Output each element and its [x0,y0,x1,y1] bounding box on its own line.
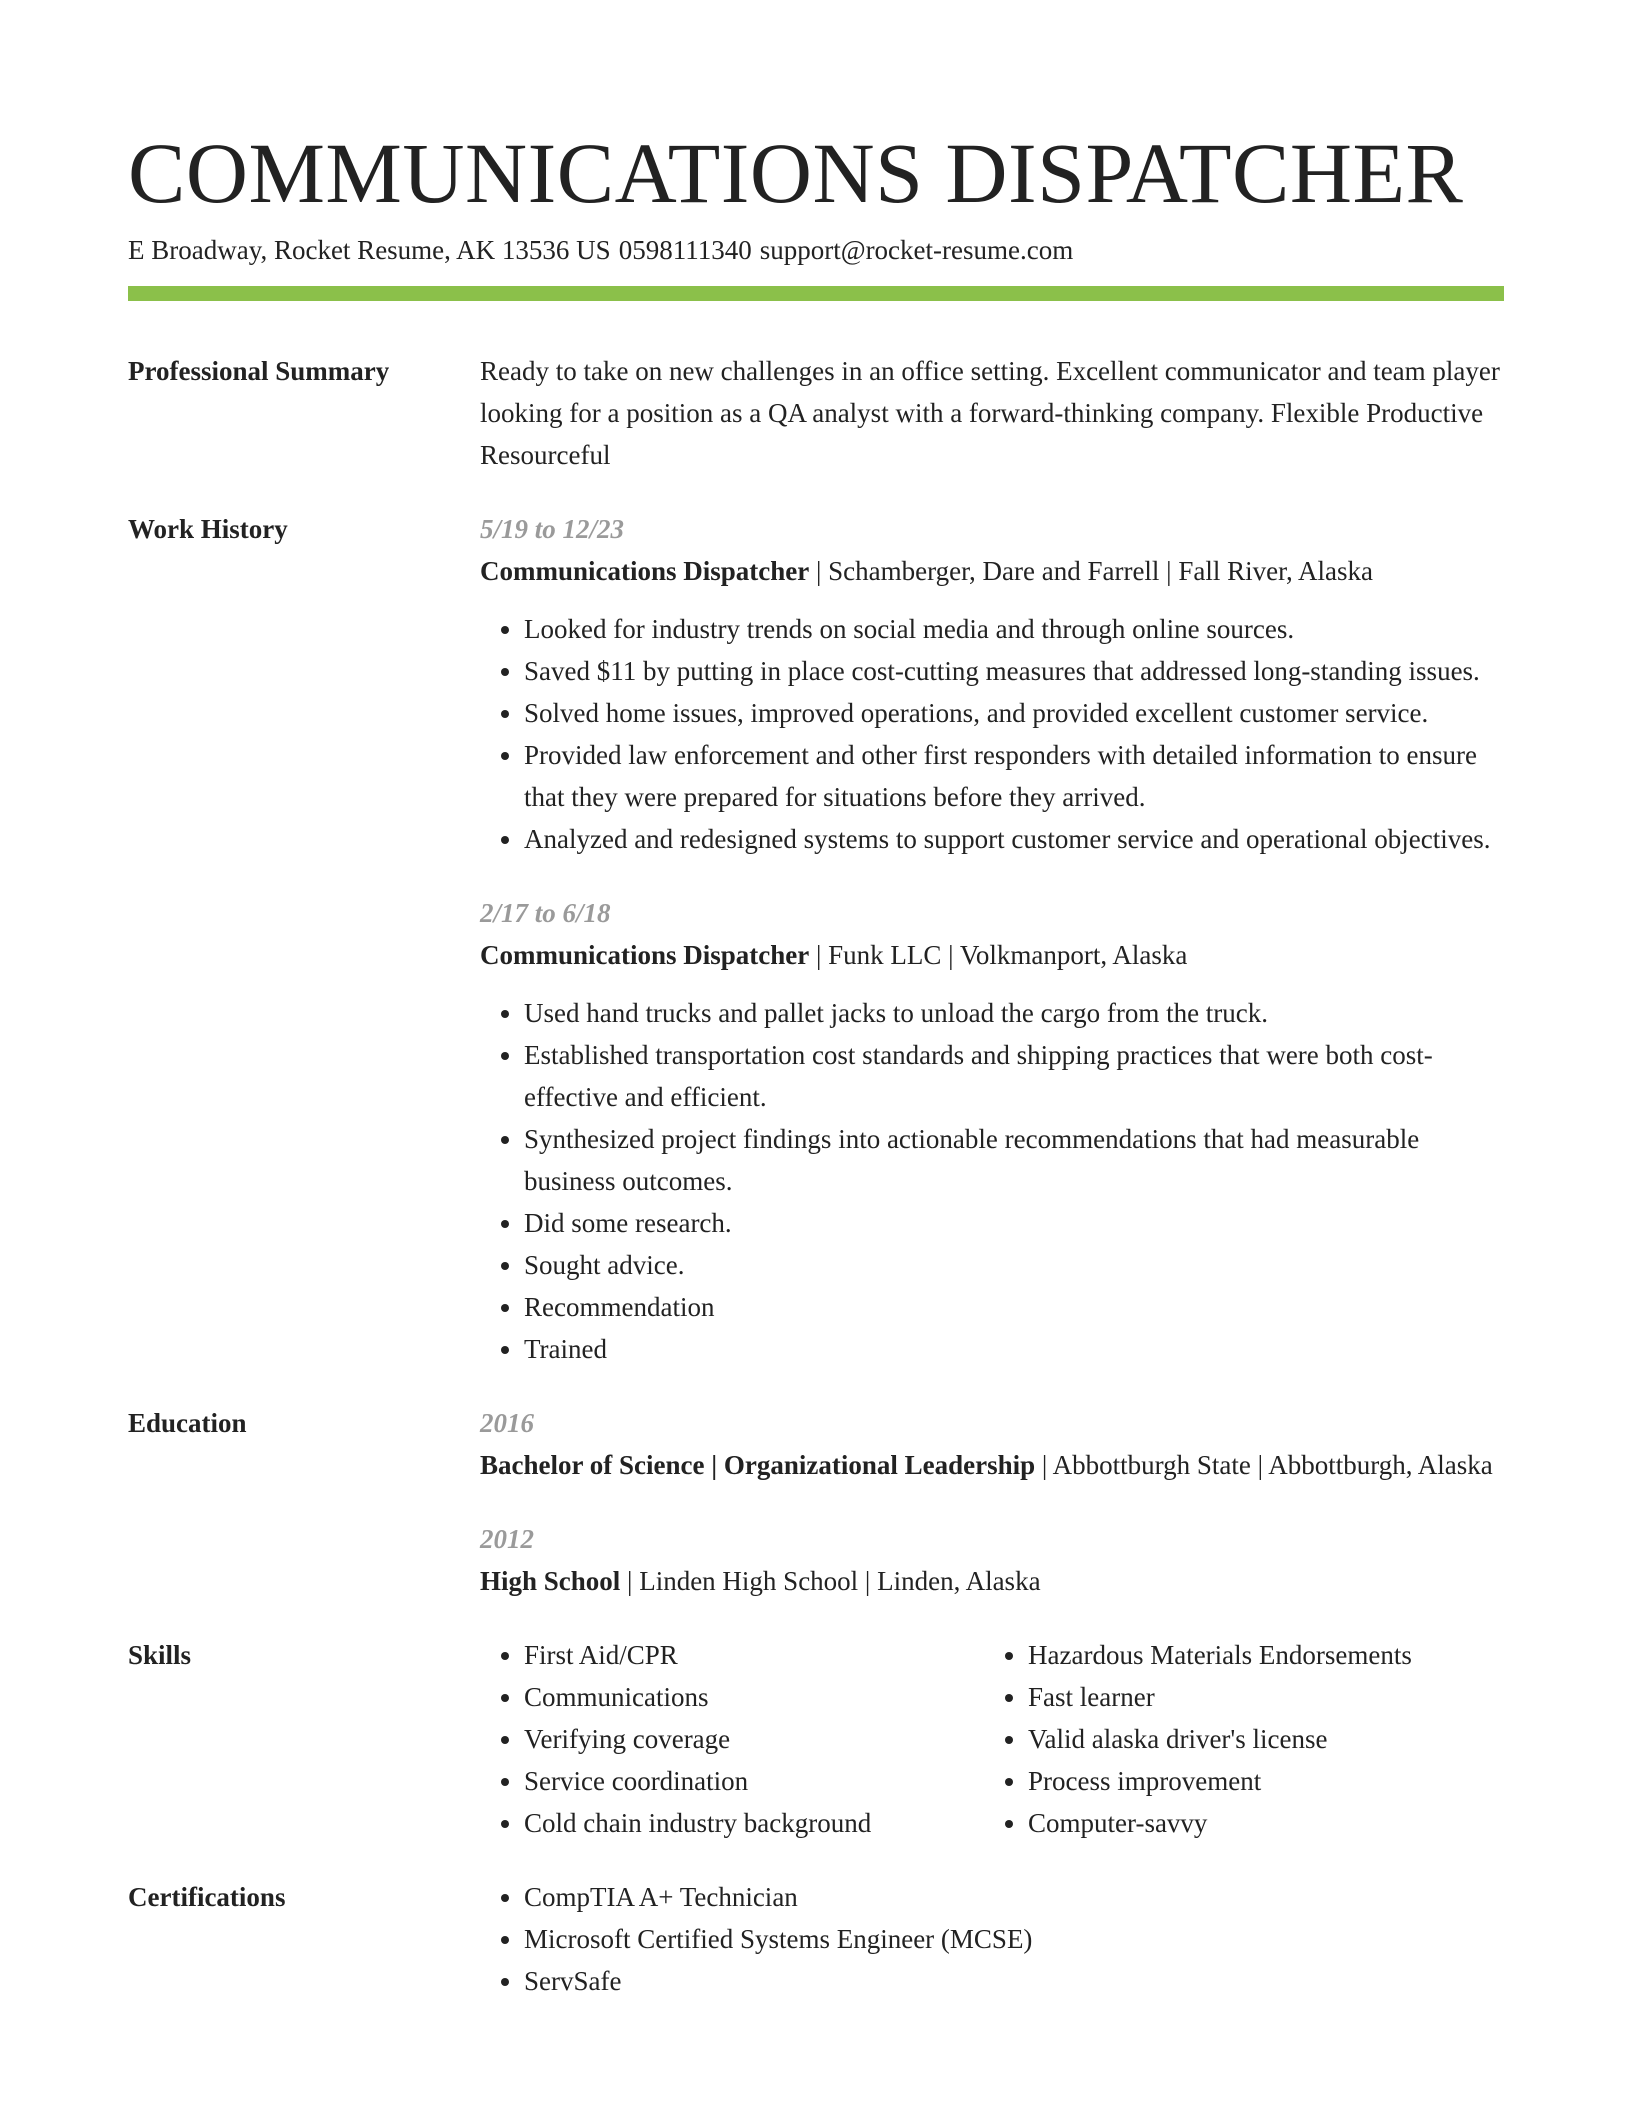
certifications-list [480,1876,1504,2002]
list-item: • Provided law enforcement and other first responders with detailed information to ensure that they were prepared for situations before they arrived. [524,734,1504,818]
list-item: • Service coordination [524,1760,984,1802]
job-heading [480,934,1504,976]
list-item: • Fast learner [1028,1676,1532,1718]
contact-email: support@rocket-resume.com [759,235,1074,265]
section-work-history [128,508,1504,1402]
education-year: 2016 [480,1408,534,1438]
resume-name: COMMUNICATIONS DISPATCHER [128,125,1464,221]
education-entry [480,1402,1504,1486]
skills-list-right [984,1634,1532,1844]
section-title-summary: Professional Summary [128,356,390,386]
list-item: • Looked for industry trends on social media and through online sources. [524,608,1504,650]
summary-text: Ready to take on new challenges in an office setting. Excellent communicator and team player looking for a position as a QA analyst with a forward-thinking company. Flexible Productive Resourceful [480,356,1500,470]
certifications-body [480,1876,1504,2002]
list-item: • Cold chain industry background [524,1802,984,1844]
resume-sections [128,350,1504,2002]
job-heading [480,550,1504,592]
job-details: | Funk LLC | Volkmanport, Alaska [809,940,1188,970]
job-role: Communications Dispatcher [480,556,810,586]
section-title-skills: Skills [128,1640,192,1670]
list-item: • Computer-savvy [1028,1802,1532,1844]
header-divider [128,286,1504,301]
job-dates: 5/19 to 12/23 [480,514,625,544]
skills-list-left [480,1634,984,1844]
section-title-education: Education [128,1408,247,1438]
list-item: • Communications [524,1676,984,1718]
list-item: • Saved $11 by putting in place cost-cutting measures that addressed long-standing issues. [524,650,1504,692]
list-item: • Process improvement [1028,1760,1532,1802]
list-item: • Recommendation [524,1286,1504,1328]
education-degree: Bachelor of Science | Organizational Leadership [480,1450,1036,1480]
section-certifications [128,1876,1504,2002]
job-role: Communications Dispatcher [480,940,810,970]
list-item: • Analyzed and redesigned systems to support customer service and operational objectives. [524,818,1504,860]
list-item: • Synthesized project findings into actionable recommendations that had measurable business outcomes. [524,1118,1504,1202]
skills-columns [480,1634,1532,1844]
education-heading [480,1560,1504,1602]
section-education [128,1402,1504,1634]
list-item: • ServSafe [524,1960,1504,2002]
list-item: • Established transportation cost standards and shipping practices that were both cost-effective and efficient. [524,1034,1504,1118]
list-item: • Valid alaska driver's license [1028,1718,1532,1760]
education-entries [480,1402,1504,1634]
list-item: • CompTIA A+ Technician [524,1876,1504,1918]
education-details: | Abbottburgh State | Abbottburgh, Alaska [1035,1450,1493,1480]
list-item: • Solved home issues, improved operations, and provided excellent customer service. [524,692,1504,734]
list-item: • Verifying coverage [524,1718,984,1760]
job-bullets [480,992,1504,1370]
job-entry [480,892,1504,1370]
education-details: | Linden High School | Linden, Alaska [620,1566,1041,1596]
list-item: • Sought advice. [524,1244,1504,1286]
education-heading [480,1444,1504,1486]
list-item: • Hazardous Materials Endorsements [1028,1634,1532,1676]
list-item: • Trained [524,1328,1504,1370]
work-entries [480,508,1504,1402]
education-degree: High School [480,1566,621,1596]
job-entry [480,508,1504,860]
job-dates: 2/17 to 6/18 [480,898,611,928]
list-item: • First Aid/CPR [524,1634,984,1676]
section-title-work: Work History [128,514,288,544]
list-item: • Did some research. [524,1202,1504,1244]
education-entry [480,1518,1504,1602]
section-skills [128,1634,1504,1844]
list-item: • Microsoft Certified Systems Engineer (MCSE) [524,1918,1504,1960]
job-details: | Schamberger, Dare and Farrell | Fall River, Alaska [809,556,1373,586]
job-bullets [480,608,1504,860]
contact-phone: 0598111340 [618,235,752,265]
section-title-certifications: Certifications [128,1882,286,1912]
contact-line [128,232,1073,268]
section-summary [128,350,1504,476]
contact-address: E Broadway, Rocket Resume, AK 13536 US [128,235,611,265]
list-item: • Used hand trucks and pallet jacks to unload the cargo from the truck. [524,992,1504,1034]
education-year: 2012 [480,1524,534,1554]
